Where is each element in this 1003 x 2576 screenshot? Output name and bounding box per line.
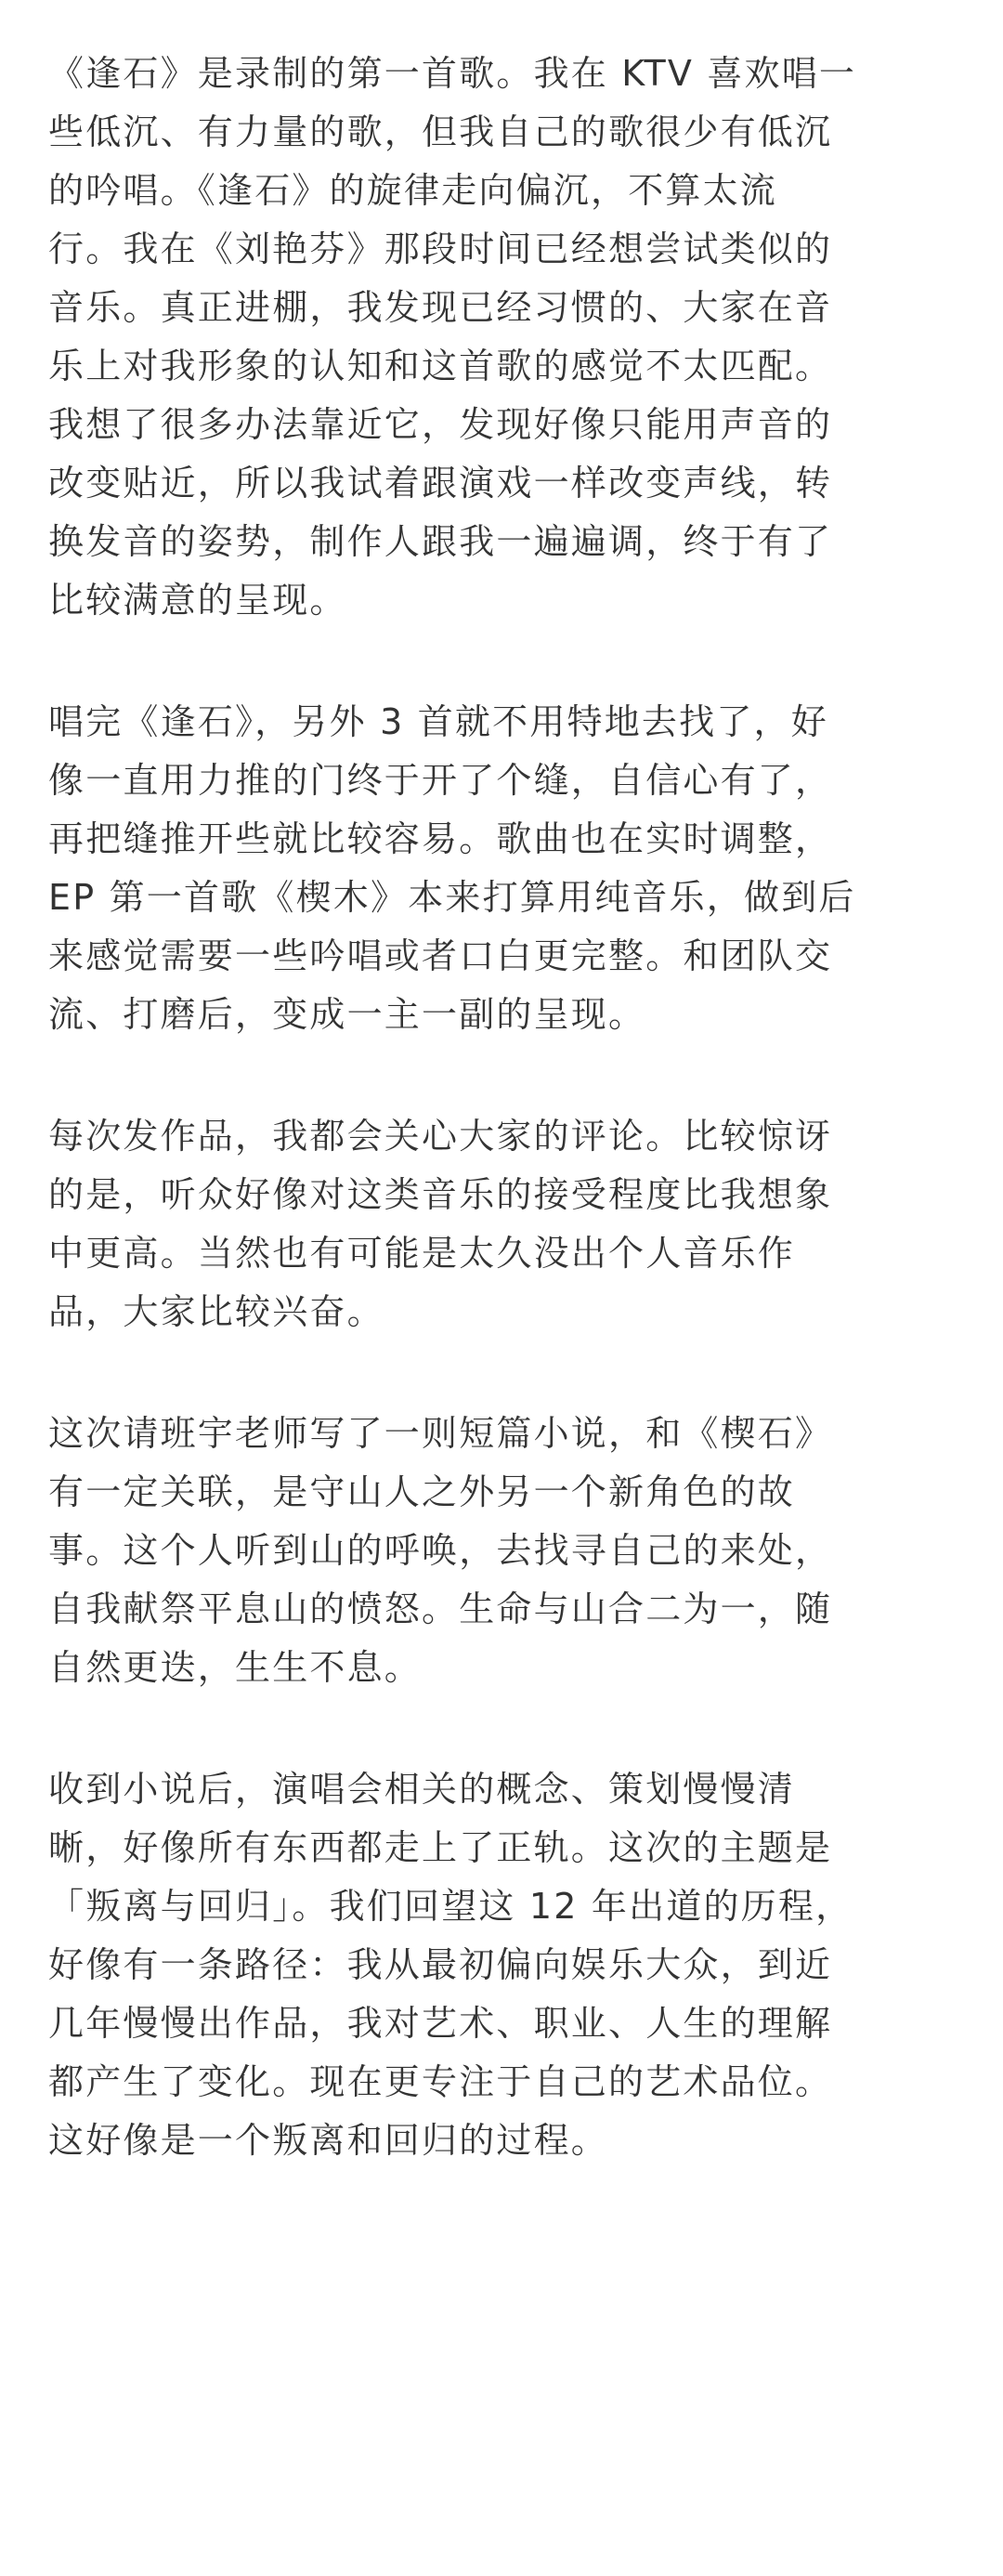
text-line: 乐上对我形象的认知和这首歌的感觉不太匹配。 <box>48 346 833 386</box>
text-line: EP 第一首歌《楔木》本来打算用纯音乐，做到后 <box>48 877 856 918</box>
text-line: 晰，好像所有东西都走上了正轨。这次的主题是 <box>48 1827 833 1868</box>
text-line: 有一定关联，是守山人之外另一个新角色的故 <box>48 1471 796 1512</box>
text-line: 自我献祭平息山的愤怒。生命与山合二为一，随 <box>48 1589 833 1629</box>
paragraph <box>48 1405 958 1697</box>
text-line: 些低沉、有力量的歌，但我自己的歌很少有低沉 <box>48 111 833 152</box>
text-line: 比较满意的呈现。 <box>48 580 347 621</box>
text-line: 这好像是一个叛离和回归的过程。 <box>48 2120 609 2161</box>
text-line: 来感觉需要一些吟唱或者口白更完整。和团队交 <box>48 935 833 976</box>
text-line: 事。这个人听到山的呼唤，去找寻自己的来处， <box>48 1530 833 1571</box>
text-line: 收到小说后，演唱会相关的概念、策划慢慢清 <box>48 1769 796 1810</box>
text-line: 都产生了变化。现在更专注于自己的艺术品位。 <box>48 2061 833 2102</box>
text-line: 我想了很多办法靠近它，发现好像只能用声音的 <box>48 404 833 445</box>
text-line: 几年慢慢出作品，我对艺术、职业、人生的理解 <box>48 2003 833 2044</box>
text-line: 的吟唱。《逢石》的旋律走向偏沉，不算太流 <box>48 170 778 211</box>
text-line: 像一直用力推的门终于开了个缝，自信心有了， <box>48 760 833 801</box>
text-line: 《逢石》是录制的第一首歌。我在 KTV 喜欢唱一 <box>48 53 857 94</box>
paragraph <box>48 1107 958 1341</box>
text-line: 换发音的姿势，制作人跟我一遍遍调，终于有了 <box>48 521 833 562</box>
text-line: 改变贴近，所以我试着跟演戏一样改变声线，转 <box>48 463 833 503</box>
text-line: 好像有一条路径：我从最初偏向娱乐大众，到近 <box>48 1944 833 1985</box>
paragraph <box>48 1760 958 2170</box>
text-line: 自然更迭，生生不息。 <box>48 1647 423 1688</box>
text-line: 「叛离与回归」。我们回望这 12 年出道的历程， <box>48 1886 853 1927</box>
text-line: 音乐。真正进棚，我发现已经习惯的、大家在音 <box>48 287 833 328</box>
text-line: 的是，听众好像对这类音乐的接受程度比我想象 <box>48 1174 833 1215</box>
text-line: 品，大家比较兴奋。 <box>48 1291 384 1332</box>
text-line: 流、打磨后，变成一主一副的呈现。 <box>48 994 646 1035</box>
text-line: 行。我在《刘艳芬》那段时间已经想尝试类似的 <box>48 229 833 269</box>
text-line: 唱完《逢石》，另外 3 首就不用特地去找了，好 <box>48 701 828 742</box>
text-line: 再把缝推开些就比较容易。歌曲也在实时调整， <box>48 818 833 859</box>
text-line: 这次请班宇老师写了一则短篇小说，和《楔石》 <box>48 1413 833 1454</box>
text-line: 每次发作品，我都会关心大家的评论。比较惊讶 <box>48 1116 833 1157</box>
paragraph <box>48 693 958 1044</box>
paragraph <box>48 45 958 630</box>
text-line: 中更高。当然也有可能是太久没出个人音乐作 <box>48 1233 796 1274</box>
